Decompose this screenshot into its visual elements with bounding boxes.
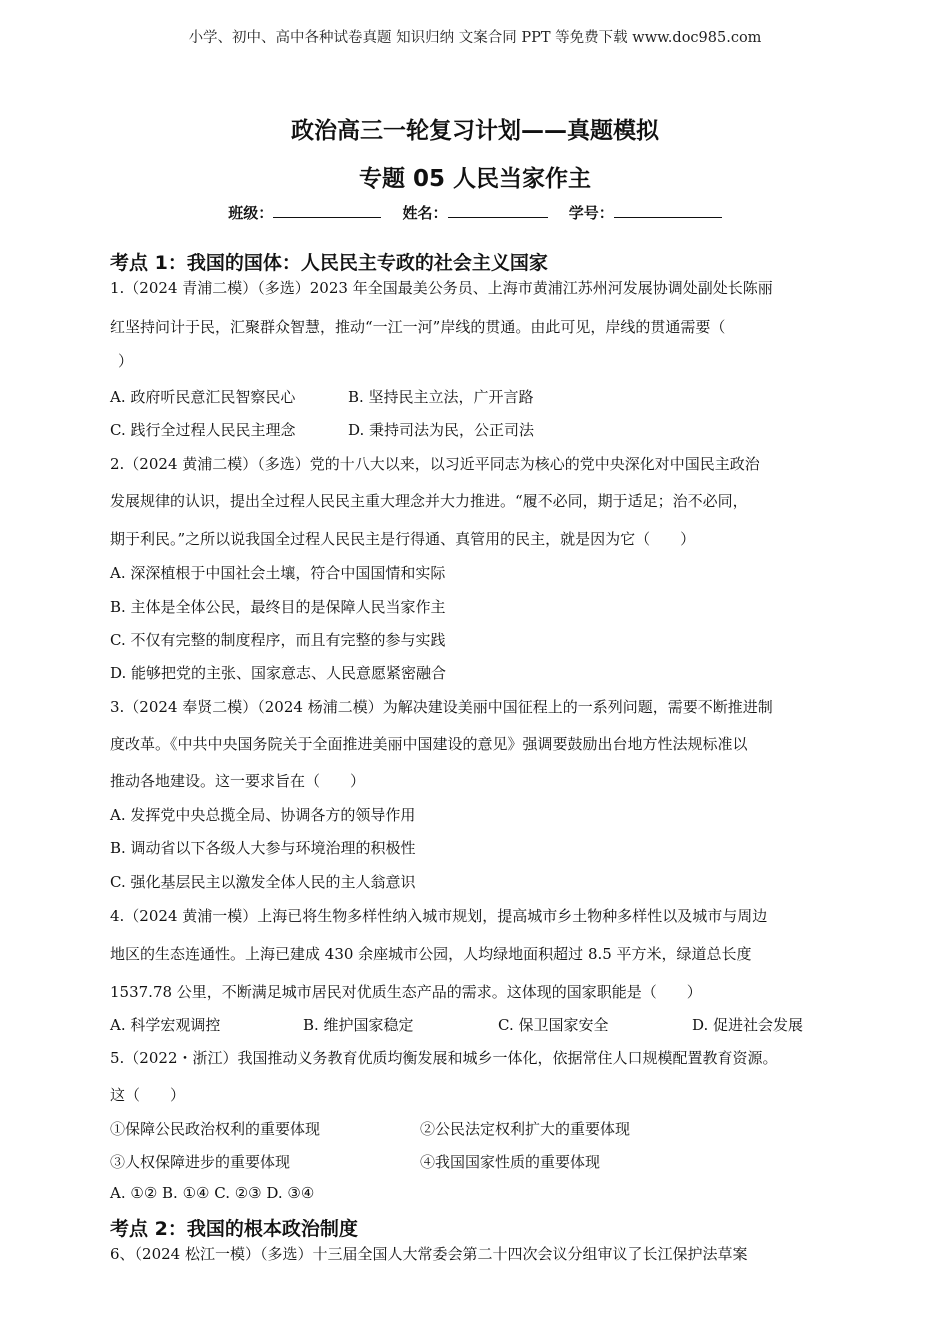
class-blank[interactable] [273,203,381,218]
question-4-line-3: 1537.78 公里，不断满足城市居民对优质生态产品的需求。这体现的国家职能是（ ） [110,983,702,1001]
id-blank[interactable] [614,203,722,218]
question-6-line-1: 6、（2024 松江一模）（多选）十三届全国人大常委会第二十四次会议分组审议了长江保护法草案 [110,1245,748,1263]
question-1-option-c: C. 践行全过程人民民主理念 [110,421,296,439]
question-5-statement-3: ③人权保障进步的重要体现 [110,1153,291,1171]
question-1-line-2: 红坚持问计于民，汇聚群众智慧，推动“一江一河”岸线的贯通。由此可见，岸线的贯通需要（ [110,318,726,336]
student-info-row [0,202,950,223]
question-4-option-b: B. 维护国家稳定 [303,1016,414,1034]
site-header[interactable]: 小学、初中、高中各种试卷真题 知识归纳 文案合同 PPT 等免费下载 www.doc985.com [188,30,762,46]
class-label: 班级： [228,204,274,222]
question-3-line-2: 度改革。《中共中央国务院关于全面推进美丽中国建设的意见》强调要鼓励出台地方性法规标准以 [110,735,748,753]
section-heading-2: 考点 2：我国的根本政治制度 [110,1218,358,1240]
question-1-line-3: ） [118,352,134,370]
question-2-line-2: 发展规律的认识，提出全过程人民民主重大理念并大力推进。“履不必同，期于适足；治不必同， [110,492,748,510]
question-3-line-1: 3.（2024 奉贤二模）（2024 杨浦二模）为解决建设美丽中国征程上的一系列问题，需要不断推进制 [110,698,773,716]
question-4-option-c: C. 保卫国家安全 [498,1016,609,1034]
question-2-option-d: D. 能够把党的主张、国家意志、人民意愿紧密融合 [110,664,447,682]
document-subtitle: 专题 05 人民当家作主 [358,166,592,192]
question-3-option-c: C. 强化基层民主以激发全体人民的主人翁意识 [110,873,416,891]
question-5-line-1: 5.（2022・浙江）我国推动义务教育优质均衡发展和城乡一体化，依据常住人口规模配置教育资源。 [110,1049,778,1067]
question-5-line-2: 这（ ） [110,1086,186,1104]
question-2-line-1: 2.（2024 黄浦二模）（多选）党的十八大以来，以习近平同志为核心的党中央深化对中国民主政治 [110,455,760,473]
name-blank[interactable] [448,203,548,218]
question-3-line-3: 推动各地建设。这一要求旨在（ ） [110,772,366,790]
question-1-option-b: B. 坚持民主立法，广开言路 [348,388,534,406]
question-5-statement-1: ①保障公民政治权利的重要体现 [110,1120,321,1138]
question-3-option-a: A. 发挥党中央总揽全局、协调各方的领导作用 [110,806,416,824]
question-5-answer-options: A. ①② B. ①④ C. ②③ D. ③④ [110,1184,315,1202]
name-label: 姓名： [402,204,448,222]
question-1-line-1: 1.（2024 青浦二模）（多选）2023 年全国最美公务员、上海市黄浦江苏州河发展协调处副处长陈丽 [110,279,773,297]
question-4-option-d: D. 促进社会发展 [692,1016,804,1034]
document-title: 政治高三一轮复习计划——真题模拟 [291,118,659,144]
question-3-option-b: B. 调动省以下各级人大参与环境治理的积极性 [110,839,416,857]
question-1-option-a: A. 政府听民意汇民智察民心 [110,388,296,406]
question-4-line-2: 地区的生态连通性。上海已建成 430 余座城市公园，人均绿地面积超过 8.5 平方米，绿道总长度 [110,945,752,963]
id-label: 学号： [568,204,614,222]
question-2-line-3: 期于利民。”之所以说我国全过程人民民主是行得通、真管用的民主，就是因为它（ ） [110,530,696,548]
question-1-option-d: D. 秉持司法为民，公正司法 [348,421,535,439]
question-5-statement-2: ②公民法定权利扩大的重要体现 [420,1120,631,1138]
question-4-option-a: A. 科学宏观调控 [110,1016,221,1034]
question-2-option-b: B. 主体是全体公民，最终目的是保障人民当家作主 [110,598,446,616]
question-5-statement-4: ④我国国家性质的重要体现 [420,1153,601,1171]
question-2-option-a: A. 深深植根于中国社会土壤，符合中国国情和实际 [110,564,446,582]
question-2-option-c: C. 不仅有完整的制度程序，而且有完整的参与实践 [110,631,446,649]
question-4-line-1: 4.（2024 黄浦一模）上海已将生物多样性纳入城市规划，提高城市乡土物种多样性以及城市与周边 [110,907,768,925]
section-heading-1: 考点 1：我国的国体：人民民主专政的社会主义国家 [110,252,548,274]
